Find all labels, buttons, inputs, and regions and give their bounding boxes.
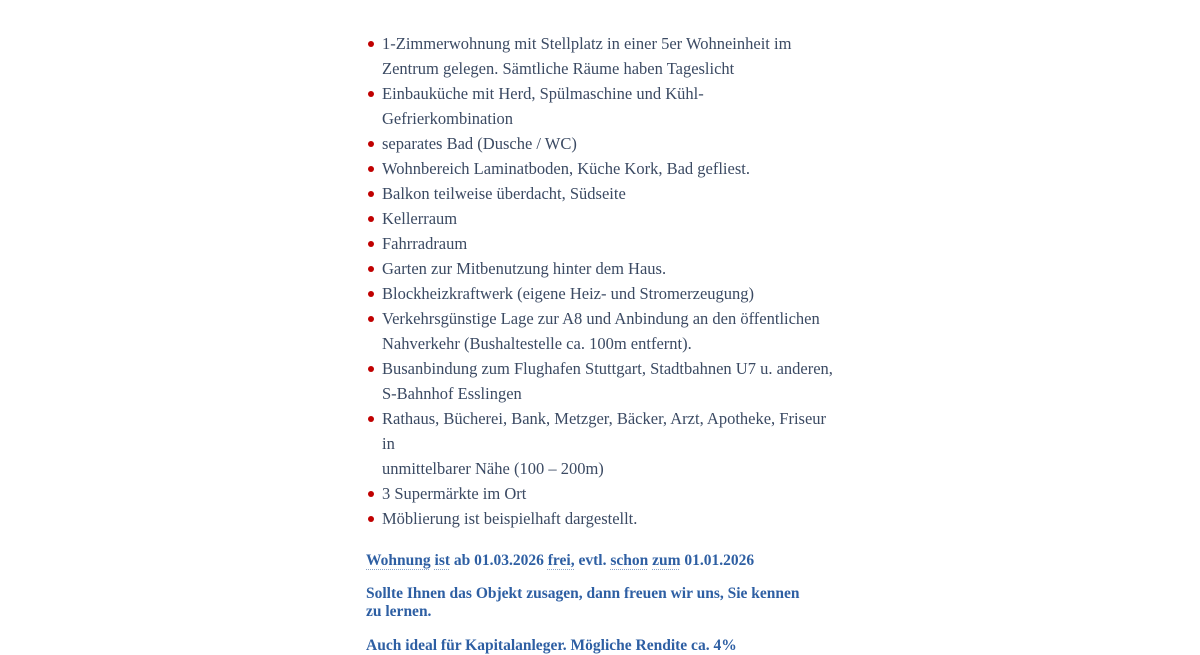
- underlined-word: ist: [434, 552, 451, 569]
- list-item: [366, 281, 836, 306]
- list-item-line: Garten zur Mitbenutzung hinter dem Haus.: [382, 259, 667, 278]
- underlined-word: schon: [610, 552, 649, 569]
- list-item: [366, 481, 836, 506]
- list-item: [366, 31, 836, 81]
- list-item: [366, 306, 836, 356]
- list-item-line: Kellerraum: [382, 209, 458, 228]
- list-item-line: 1-Zimmerwohnung mit Stellplatz in einer 5er Wohneinheit im: [382, 34, 792, 53]
- list-item-line: Nahverkehr (Bushaltestelle ca. 100m entfernt).: [382, 334, 692, 353]
- heading-line: Sollte Ihnen das Objekt zusagen, dann freuen wir uns, Sie kennen: [366, 585, 800, 602]
- underlined-word: zum: [652, 552, 681, 569]
- list-item-line: 3 Supermärkte im Ort: [382, 484, 527, 503]
- list-item-line: Blockheizkraftwerk (eigene Heiz- und Stromerzeugung): [382, 284, 755, 303]
- list-item-line: Balkon teilweise überdacht, Südseite: [382, 184, 626, 203]
- heading-text: evtl.: [574, 552, 611, 569]
- document-content: [366, 31, 836, 655]
- list-item: [366, 406, 836, 481]
- feature-list: [366, 31, 836, 531]
- list-item-line: Rathaus, Bücherei, Bank, Metzger, Bäcker, Arzt, Apotheke, Friseur in: [382, 409, 827, 453]
- list-item-line: Busanbindung zum Flughafen Stuttgart, Stadtbahnen U7 u. anderen,: [382, 359, 833, 378]
- list-item: [366, 81, 836, 131]
- list-item: [366, 506, 836, 531]
- heading-line: Auch ideal für Kapitalanleger. Mögliche Rendite ca. 4%: [366, 637, 737, 654]
- list-item-line: Einbauküche mit Herd, Spülmaschine und Kühl- Gefrierkombination: [382, 84, 704, 128]
- list-item: [366, 356, 836, 406]
- list-item-line: unmittelbarer Nähe (100 – 200m): [382, 459, 604, 478]
- list-item: [366, 131, 836, 156]
- list-item: [366, 256, 836, 281]
- underlined-word: Wohnung: [366, 552, 431, 569]
- list-item-line: Wohnbereich Laminatboden, Küche Kork, Bad gefliest.: [382, 159, 750, 178]
- list-item-line: separates Bad (Dusche / WC): [382, 134, 577, 153]
- availability-heading: [366, 552, 836, 570]
- list-item: [366, 231, 836, 256]
- underlined-word: frei,: [547, 552, 575, 569]
- list-item-line: Verkehrsgünstige Lage zur A8 und Anbindung an den öffentlichen: [382, 309, 820, 328]
- heading-line: zu lernen.: [366, 603, 432, 620]
- heading-text: ab 01.03.2026: [450, 552, 548, 569]
- list-item-line: Möblierung ist beispielhaft dargestellt.: [382, 509, 638, 528]
- list-item-line: Fahrradraum: [382, 234, 468, 253]
- investment-heading: [366, 637, 836, 655]
- list-item-line: S-Bahnhof Esslingen: [382, 384, 522, 403]
- heading-text: 01.01.2026: [680, 552, 755, 569]
- list-item: [366, 206, 836, 231]
- list-item-line: Zentrum gelegen. Sämtliche Räume haben Tageslicht: [382, 59, 735, 78]
- list-item: [366, 156, 836, 181]
- contact-heading: [366, 585, 836, 621]
- list-item: [366, 181, 836, 206]
